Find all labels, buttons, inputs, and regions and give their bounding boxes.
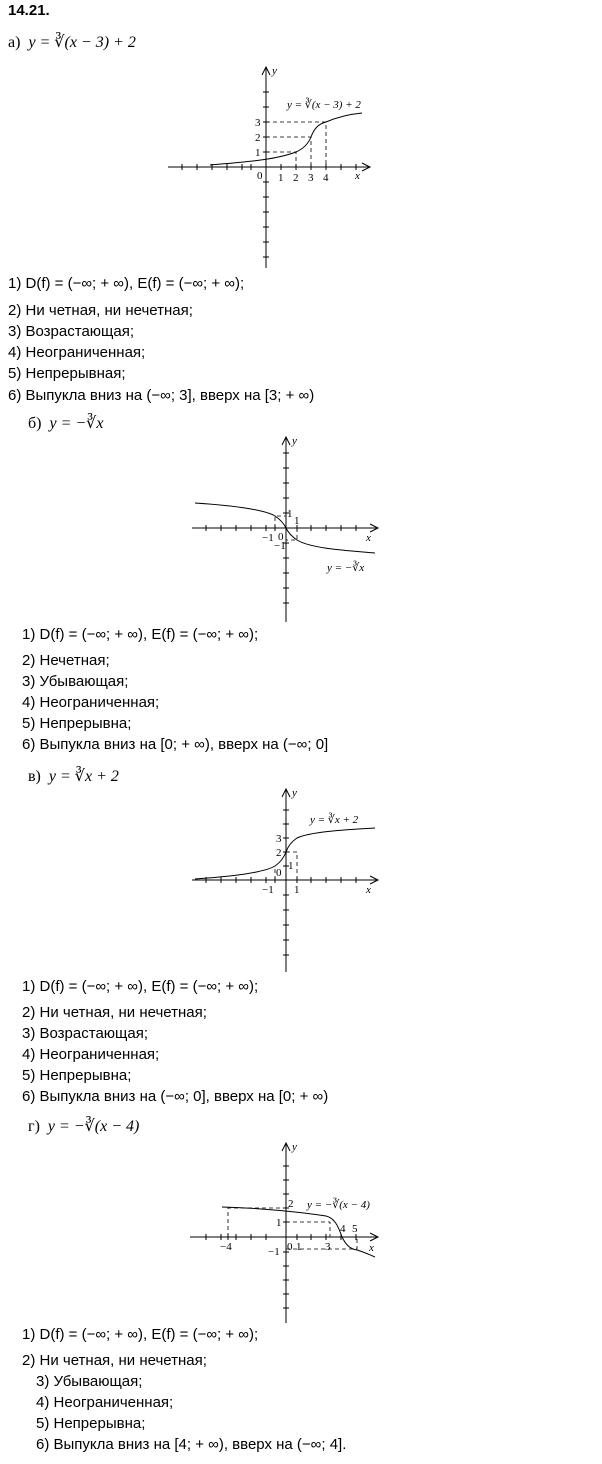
graph-g-y-label: y	[292, 1141, 297, 1153]
graph-v-xtick: −1	[262, 884, 274, 896]
graph-a-xtick: 2	[293, 172, 299, 184]
problem-number: 14.21.	[8, 2, 50, 19]
graph-v-ytick: 1	[288, 860, 294, 872]
part-v-prop-4: 4) Неограниченная;	[22, 1046, 160, 1063]
part-b-prop-2: 2) Нечетная;	[22, 652, 110, 669]
part-g-prop-1: 1) D(f) = (−∞; + ∞), E(f) = (−∞; + ∞);	[22, 1326, 259, 1343]
graph-a-curve-label: y = ∛(x − 3) + 2	[287, 99, 361, 111]
graph-g-xtick: 5	[352, 1223, 358, 1235]
graph-a-origin: 0	[257, 170, 263, 182]
graph-b-x-label: x	[366, 532, 371, 544]
graph-g-origin: 0	[287, 1241, 293, 1253]
part-g-prop-6: 6) Выпукла вниз на [4; + ∞), вверх на (−∞; 4].	[36, 1436, 347, 1453]
graph-g-xtick: 3	[325, 1241, 331, 1253]
part-v-prop-3: 3) Возрастающая;	[22, 1025, 149, 1042]
part-b-prop-4: 4) Неограниченная;	[22, 694, 160, 711]
graph-v-origin: 0	[276, 867, 282, 879]
graph-g-ytick: 1	[276, 1217, 282, 1229]
part-g-label: г)	[28, 1118, 40, 1135]
graph-v-ytick: 2	[276, 847, 282, 859]
graph-g-dashes	[228, 1208, 357, 1249]
graph-a-y-label: y	[272, 65, 277, 77]
part-b-prop-3: 3) Убывающая;	[22, 673, 129, 690]
graph-g-ytick: 2	[288, 1198, 294, 1210]
graph-v-xtick: 1	[294, 884, 300, 896]
part-b-label: б)	[28, 415, 42, 432]
graph-g-x-label: x	[369, 1242, 374, 1254]
part-a-label: а)	[8, 34, 21, 51]
part-v-formula: y = ∛x + 2	[48, 768, 119, 785]
part-a-prop-4: 4) Неограниченная;	[8, 344, 146, 361]
graph-v-x-label: x	[366, 884, 371, 896]
graph-a-x-label: x	[355, 170, 360, 182]
part-b-prop-1: 1) D(f) = (−∞; + ∞), E(f) = (−∞; + ∞);	[22, 626, 259, 643]
graph-g-ytick: −1	[268, 1246, 280, 1258]
graph-a-ytick: 2	[255, 132, 261, 144]
part-a-prop-3: 3) Возрастающая;	[8, 323, 135, 340]
graph-b-curve-label: y = −∛x	[327, 562, 365, 574]
graph-v-ytick: 3	[276, 833, 282, 845]
part-a-prop-6: 6) Выпукла вниз на (−∞; 3], вверх на [3; + ∞)	[8, 387, 315, 404]
part-g-formula: y = −∛(x − 4)	[47, 1118, 140, 1135]
graph-v-y-label: y	[292, 787, 297, 799]
graph-b-ytick: 1	[287, 508, 293, 520]
part-v-prop-6: 6) Выпукла вниз на (−∞; 0], вверх на [0; + ∞)	[22, 1088, 329, 1105]
part-b-prop-5: 5) Непрерывна;	[22, 715, 132, 732]
part-a-formula: y = ∛(x − 3) + 2	[28, 34, 136, 51]
graph-a-ytick: 1	[255, 147, 261, 159]
graph-g-axes	[190, 1143, 378, 1323]
graph-a-xtick: 1	[278, 172, 284, 184]
graph-b-y-label: y	[292, 435, 297, 447]
graph-a-ytick: 3	[255, 117, 261, 129]
part-g-prop-2: 2) Ни четная, ни нечетная;	[22, 1352, 207, 1369]
part-v-prop-2: 2) Ни четная, ни нечетная;	[22, 1004, 207, 1021]
part-a-prop-5: 5) Непрерывная;	[8, 365, 126, 382]
graph-a-xtick: 3	[308, 172, 314, 184]
part-v-prop-5: 5) Непрерывна;	[22, 1067, 132, 1084]
part-b-prop-6: 6) Выпукла вниз на [0; + ∞), вверх на (−∞; 0]	[22, 736, 329, 753]
part-g-prop-4: 4) Неограниченная;	[36, 1394, 174, 1411]
part-a-prop-2: 2) Ни четная, ни нечетная;	[8, 302, 193, 319]
part-b-formula: y = −∛x	[49, 415, 104, 432]
graph-b-origin: 0	[278, 531, 284, 543]
graph-b-xtick: 1	[294, 515, 300, 527]
graph-b-ytick: −1	[274, 540, 286, 552]
graph-g-curve-label: y = −∛(x − 4)	[307, 1199, 370, 1211]
graph-g-xtick: 4	[340, 1223, 346, 1235]
graph-g-xtick: 1	[296, 1241, 302, 1253]
part-v-prop-1: 1) D(f) = (−∞; + ∞), E(f) = (−∞; + ∞);	[22, 978, 259, 995]
part-g-prop-3: 3) Убывающая;	[36, 1373, 143, 1390]
graph-b-xtick: −1	[262, 532, 274, 544]
part-a-prop-1: 1) D(f) = (−∞; + ∞), E(f) = (−∞; + ∞);	[8, 275, 245, 292]
graph-a-xtick: 4	[323, 172, 329, 184]
graph-v-curve-label: y = ∛x + 2	[310, 814, 359, 826]
part-v-label: в)	[28, 768, 41, 785]
graph-g-xtick: −4	[220, 1241, 232, 1253]
part-g-prop-5: 5) Непрерывна;	[36, 1415, 146, 1432]
